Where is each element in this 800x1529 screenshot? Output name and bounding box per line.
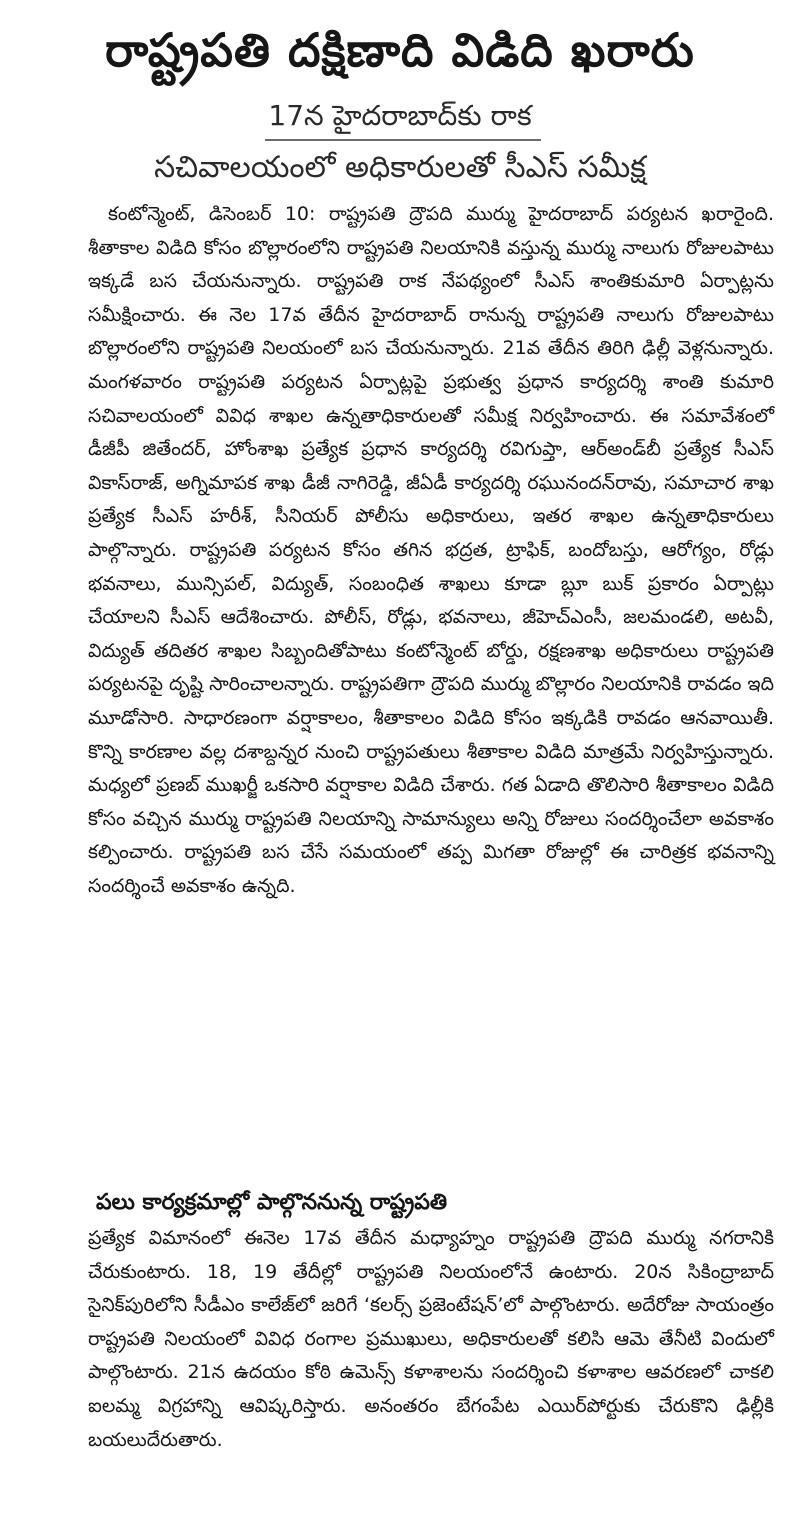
divider-rule bbox=[265, 139, 541, 141]
subsection-heading: పలు కార్యక్రమాల్లో పాల్గొననున్న రాష్ట్రపతి bbox=[96, 1190, 448, 1215]
subheadline-arrival: 17న హైదరాబాద్‌కు రాక bbox=[268, 99, 532, 132]
body-paragraph-1: కంటోన్మెంట్, డిసెంబర్ 10: రాష్ట్రపతి ద్రౌపది ముర్ము హైదరాబాద్ పర్యటన ఖరారైంది. శీతాకాల విడిది కోసం బొల్లారంలోని రాష్ట్రపతి నిలయానికి వస్తున్న ముర్ము నాలుగు రోజులపాటు ఇక్కడే బస చేయనున్నారు. రాష్ట్రపతి రాక నేపథ్యంలో సీఎస్ శాంతికుమారి ఏర్పాట్లను సమీక్షించారు. ఈ నెల 17వ తేదీన హైదరాబాద్ రానున్న రాష్ట్రపతి నాలుగు రోజులపాటు బొల్లారంలోని రాష్ట్రపతి నిలయంలో బస చేయనున్నారు. 21వ తేదీన తిరిగి ఢిల్లీ వెళ్లనున్నారు. మంగళవారం రాష్ట్రపతి పర్యటన ఏర్పాట్లపై ప్రభుత్వ ప్రధాన కార్యదర్శి శాంతి కుమారి సచివాలయంలో వివిధ శాఖల ఉన్నతాధికారులతో సమీక్ష నిర్వహించారు. ఈ సమావేశంలో డీజీపీ జితేందర్, హోంశాఖ ప్రత్యేక ప్రధాన కార్యదర్శి రవిగుప్తా, ఆర్అండ్‌బీ ప్రత్యేక సీఎస్ వికాస్‌రాజ్, అగ్నిమాపక శాఖ డీజీ నాగిరెడ్డి, జీఏడీ కార్యదర్శి రఘునందన్‌రావు, సమాచార శాఖ ప్రత్యేక సీఎస్ హరీశ్, సీనియర్ పోలీసు అధికారులు, ఇతర శాఖల ఉన్నతాధికారులు పాల్గొన్నారు. రాష్ట్రపతి పర్యటన కోసం తగిన భద్రత, ట్రాఫిక్, బందోబస్తు, ఆరోగ్యం, రోడ్లు భవనాలు, మున్సిపల్, విద్యుత్, సంబంధిత శాఖలు కూడా బ్లూ బుక్ ప్రకారం ఏర్పాట్లు చేయాలని సీఎస్ ఆదేశించారు. పోలీస్, రోడ్లు, భవనాలు, జీహెచ్ఎంసీ, జలమండలి, అటవీ, విద్యుత్ తదితర శాఖల సిబ్బందితోపాటు కంటోన్మెంట్ బోర్డు, రక్షణశాఖ అధికారులు రాష్ట్రపతి పర్యటనపై దృష్టి సారించాలన్నారు. రాష్ట్రపతిగా ద్రౌపది ముర్ము బొల్లారం నిలయానికి రావడం ఇది మూడోసారి. సాధారణంగా వర్షాకాలం, శీతాకాలం విడిది కోసం ఇక్కడికి రావడం ఆనవాయితీ. కొన్ని కారణాల వల్ల దశాబ్దన్నర నుంచి రాష్ట్రపతులు శీతాకాల విడిది మాత్రమే నిర్వహిస్తున్నారు. మధ్యలో ప్రణబ్ ముఖర్జీ ఒకసారి వర్షాకాల విడిది చేశారు. గత ఏడాది తొలిసారి శీతాకాలం విడిది కోసం వచ్చిన ముర్ము రాష్ట్రపతి నిలయాన్ని సామాన్యులు అన్ని రోజులు సందర్శించేలా అవకాశం కల్పించారు. రాష్ట్రపతి బస చేసే సమయంలో తప్ప మిగతా రోజుల్లో ఈ చారిత్రక భవనాన్ని సందర్శించే అవకాశం ఉన్నది. bbox=[88, 203, 774, 897]
article-body-2 bbox=[88, 1222, 774, 1457]
headline: రాష్ట్రపతి దక్షిణాది విడిది ఖరారు bbox=[105, 23, 695, 77]
body-paragraph-2: ప్రత్యేక విమానంలో ఈనెల 17వ తేదీన మధ్యాహ్నం రాష్ట్రపతి ద్రౌపది ముర్ము నగరానికి చేరుకుంటారు. 18, 19 తేదీల్లో రాష్ట్రపతి నిలయంలోనే ఉంటారు. 20న సికింద్రాబాద్ సైనిక్‌పురిలోని సీడీఎం కాలేజ్‌లో జరిగే ‘కలర్స్ ప్రజెంటేషన్’లో పాల్గొంటారు. అదేరోజు సాయంత్రం రాష్ట్రపతి నిలయంలో వివిధ రంగాల ప్రముఖులు, అధికారులతో కలిసి ఆమె తేనీటి విందులో పాల్గొంటారు. 21న ఉదయం కోఠి ఉమెన్స్ కళాశాలను సందర్శించి కళాశాల ఆవరణలో చాకలి ఐలమ్మ విగ్రహాన్ని ఆవిష్కరిస్తారు. అనంతరం బేగంపేట ఎయిర్‌పోర్టుకు చేరుకొని ఢిల్లీకి బయలుదేరుతారు. bbox=[88, 1227, 774, 1451]
subheadline-review: సచివాలయంలో అధికారులతో సీఎస్ సమీక్ష bbox=[154, 150, 646, 185]
article-body bbox=[88, 198, 774, 903]
